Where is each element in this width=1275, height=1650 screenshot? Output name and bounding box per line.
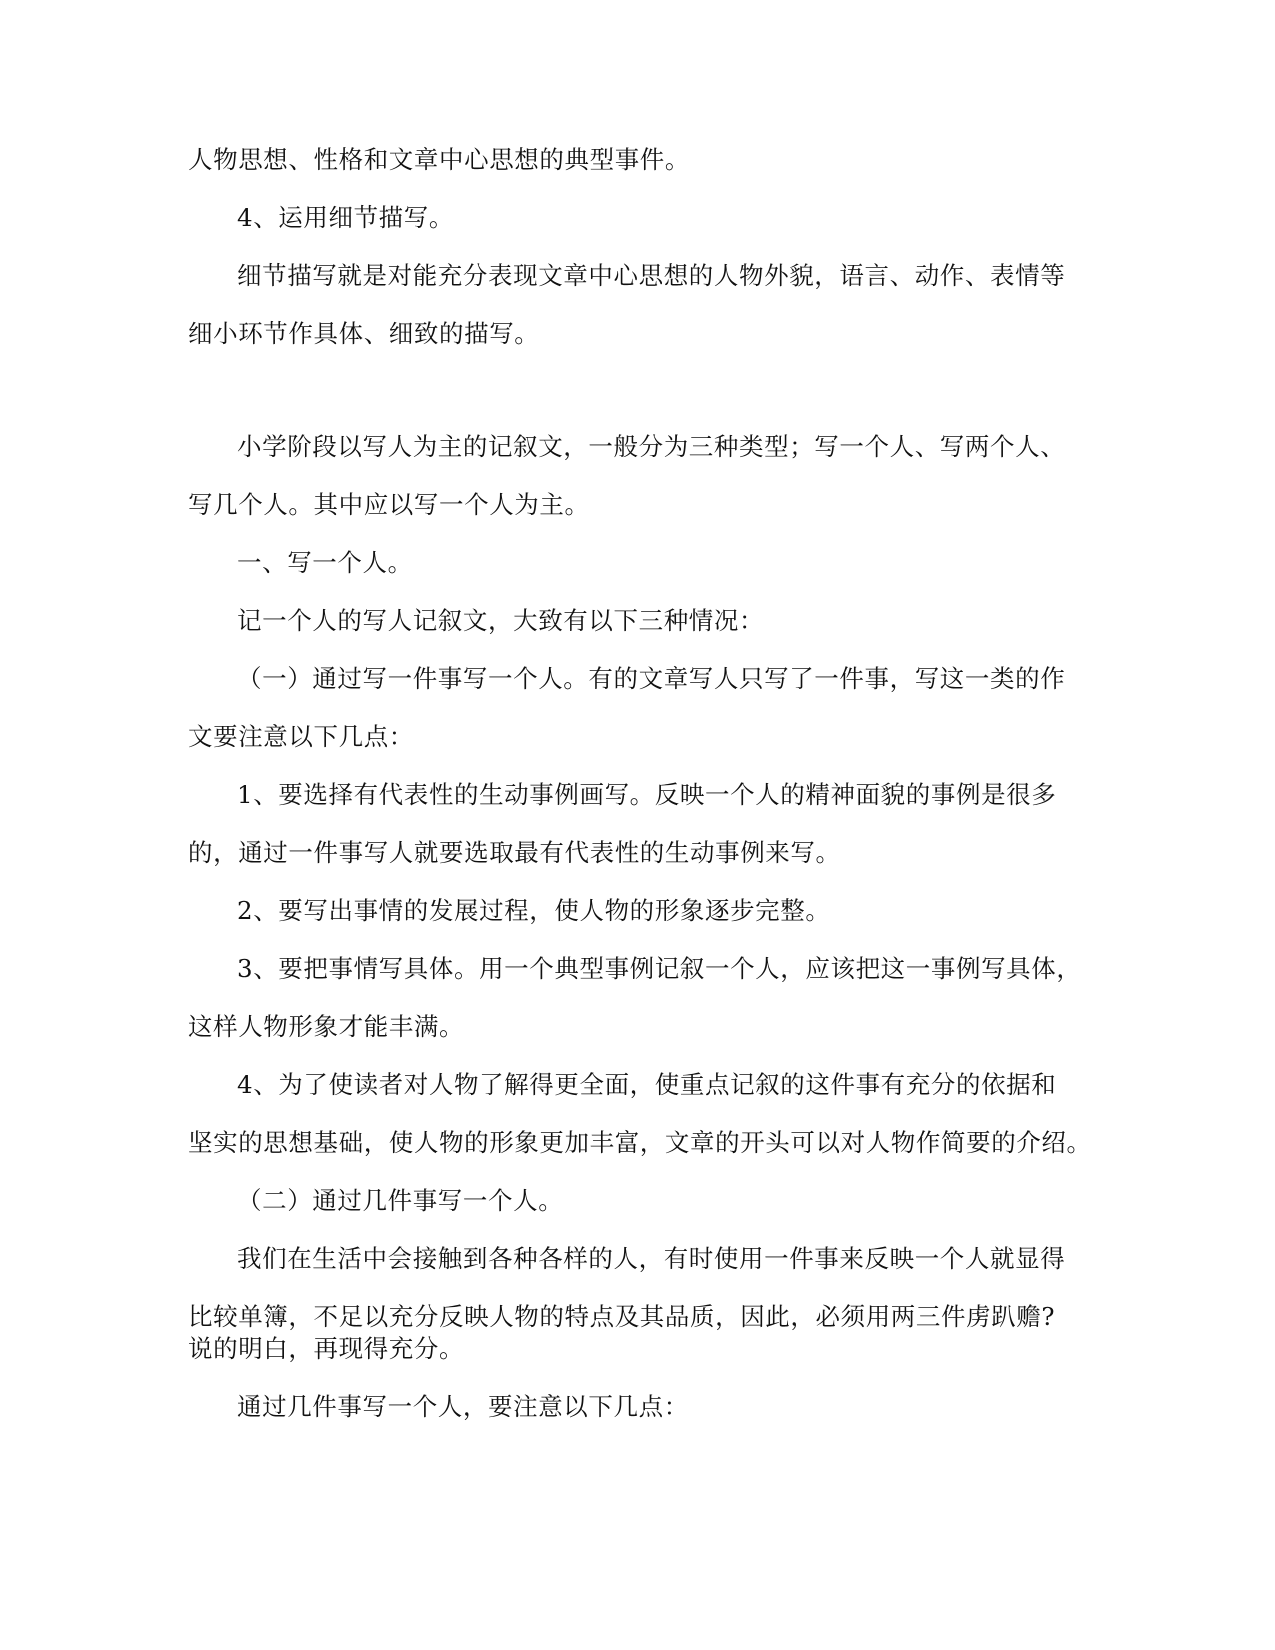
text-line: 记一个人的写人记叙文，大致有以下三种情况： [237, 606, 765, 635]
text-line: （一）通过写一件事写一个人。有的文章写人只写了一件事，写这一类的作 [237, 664, 1066, 693]
text-line: 通过几件事写一个人，要注意以下几点： [237, 1392, 689, 1421]
text-line: 坚实的思想基础，使人物的形象更加丰富，文章的开头可以对人物作简要的介绍。 [188, 1128, 1092, 1157]
text-line: 细节描写就是对能充分表现文章中心思想的人物外貌，语言、动作、表情等 [237, 261, 1066, 290]
text-line: 4、运用细节描写。 [237, 203, 454, 232]
text-line: （二）通过几件事写一个人。 [237, 1186, 564, 1215]
text-line: 3、要把事情写具体。用一个典型事例记叙一个人，应该把这一事例写具体， [237, 954, 1082, 983]
text-line: 一、写一个人。 [237, 548, 413, 577]
text-line: 说的明白，再现得充分。 [188, 1334, 465, 1363]
text-line: 这样人物形象才能丰满。 [188, 1012, 465, 1041]
text-line: 的，通过一件事写人就要选取最有代表性的生动事例来写。 [188, 838, 841, 867]
text-line: 小学阶段以写人为主的记叙文，一般分为三种类型；写一个人、写两个人、 [237, 432, 1066, 461]
text-line: 1、要选择有代表性的生动事例画写。反映一个人的精神面貌的事例是很多 [237, 780, 1057, 809]
text-line: 写几个人。其中应以写一个人为主。 [188, 490, 590, 519]
text-line: 人物思想、性格和文章中心思想的典型事件。 [188, 145, 690, 174]
text-line: 4、为了使读者对人物了解得更全面，使重点记叙的这件事有充分的依据和 [237, 1070, 1057, 1099]
text-line: 细小环节作具体、细致的描写。 [188, 319, 540, 348]
text-line: 比较单簿，不足以充分反映人物的特点及其品质，因此，必须用两三件虏趴赡? [188, 1302, 1056, 1331]
text-line: 2、要写出事情的发展过程，使人物的形象逐步完整。 [237, 896, 831, 925]
text-line: 文要注意以下几点： [188, 722, 414, 751]
text-line: 我们在生活中会接触到各种各样的人，有时使用一件事来反映一个人就显得 [237, 1244, 1066, 1273]
